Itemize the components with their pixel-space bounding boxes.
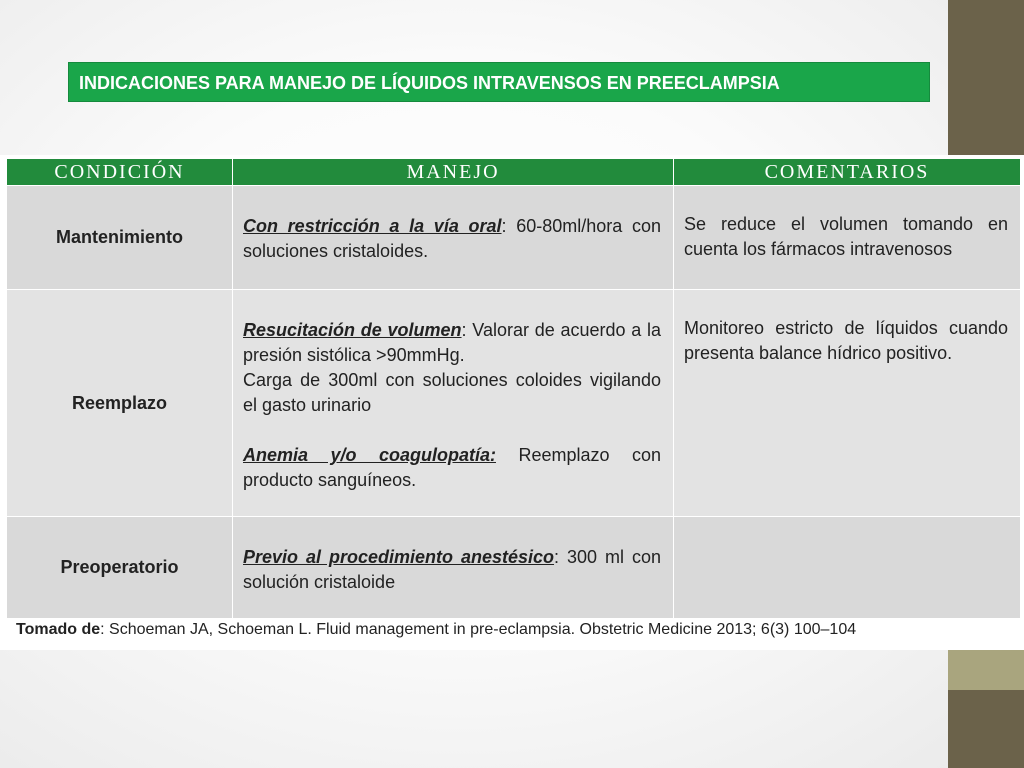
decor-stripe-bottom: [948, 690, 1024, 768]
management-cell: [233, 186, 674, 290]
condition-cell: Mantenimiento: [7, 186, 233, 290]
management-text: : 300 ml con solución cristaloide: [243, 547, 661, 592]
table-header-row: [7, 159, 1021, 186]
decor-stripe-light: [948, 650, 1024, 690]
management-keyword: Previo al procedimiento anestésico: [243, 547, 555, 567]
source-text: : Schoeman JA, Schoeman L. Fluid management in pre-eclampsia. Obstetric Medicine 2013; 6(3) 100–104: [100, 621, 857, 638]
management-keyword-secondary: Anemia y/o coagulopatía:: [243, 445, 496, 465]
management-text-secondary: Carga de 300ml con soluciones coloides vigilando el gasto urinario: [243, 370, 661, 415]
management-keyword: Resucitación de volumen: [243, 320, 462, 340]
header-comentarios: COMENTARIOS: [674, 159, 1021, 186]
management-table: [6, 158, 1021, 619]
source-label: Tomado de: [16, 621, 101, 638]
slide-title: INDICACIONES PARA MANEJO DE LÍQUIDOS INTRAVENSOS EN PREECLAMPSIA: [68, 62, 930, 102]
management-text-tertiary: Reemplazo con producto sanguíneos.: [243, 445, 661, 490]
management-cell: [233, 290, 674, 517]
header-condicion: CONDICIÓN: [7, 159, 233, 186]
comment-cell: [674, 517, 1021, 619]
condition-cell: Reemplazo: [7, 290, 233, 517]
management-keyword: Con restricción a la vía oral: [243, 216, 502, 236]
management-cell: [233, 517, 674, 619]
paragraph-gap: [243, 418, 661, 443]
management-text: : 60-80ml/hora con soluciones cristaloides.: [243, 216, 661, 261]
table-row: [7, 517, 1021, 619]
table-row: [7, 290, 1021, 517]
source-citation: [16, 621, 916, 639]
management-text: : Valorar de acuerdo a la presión sistólica >90mmHg.: [243, 320, 661, 365]
comment-cell: Se reduce el volumen tomando en cuenta los fármacos intravenosos: [674, 186, 1021, 290]
header-manejo: MANEJO: [233, 159, 674, 186]
table-panel: [0, 155, 1024, 650]
comment-cell: Monitoreo estricto de líquidos cuando presenta balance hídrico positivo.: [674, 290, 1021, 517]
table-row: [7, 186, 1021, 290]
decor-stripe-top: [948, 0, 1024, 155]
condition-cell: Preoperatorio: [7, 517, 233, 619]
